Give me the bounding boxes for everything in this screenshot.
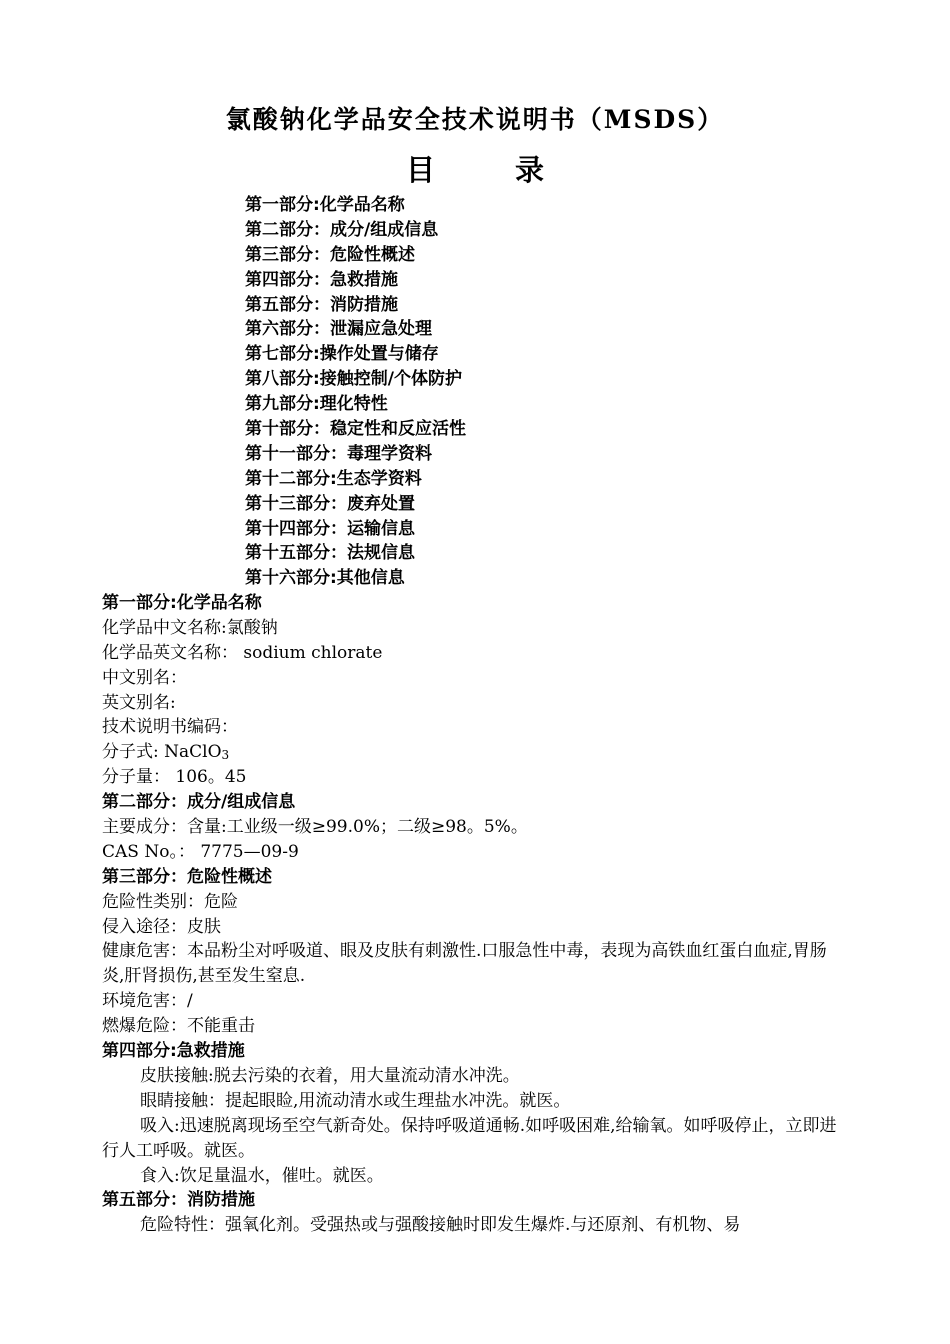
toc-item[interactable]: 第六部分：泄漏应急处理 — [245, 319, 432, 340]
toc-heading-right: 录 — [515, 153, 545, 187]
environment-hazard: 环境危害：/ — [102, 991, 193, 1012]
molecular-formula — [102, 740, 842, 765]
toc-item[interactable]: 第十二部分:生态学资料 — [245, 468, 422, 489]
formula-subscript: 3 — [221, 748, 230, 763]
toc-item[interactable]: 第四部分：急救措施 — [245, 269, 398, 290]
inhalation: 吸入:迅速脱离现场至空气新奇处。保持呼吸道通畅.如呼吸困难,给输氧。如呼吸停止，立即进行人工呼吸。就医。 — [102, 1115, 837, 1161]
fire-explosion-hazard: 燃爆危险：不能重击 — [102, 1016, 255, 1037]
chemical-cn-name: 化学品中文名称:氯酸钠 — [102, 617, 278, 638]
toc-item[interactable]: 第十部分：稳定性和反应活性 — [245, 419, 466, 440]
section-4-heading: 第四部分:急救措施 — [102, 1041, 245, 1062]
section-1-heading: 第一部分:化学品名称 — [102, 593, 262, 613]
toc-item[interactable]: 第五部分：消防措施 — [245, 294, 398, 315]
spec-code: 技术说明书编码： — [102, 717, 238, 738]
chemical-en-alias: 英文别名: — [102, 692, 176, 713]
molecular-weight: 分子量： 106。45 — [102, 767, 247, 788]
toc-item[interactable]: 第十六部分:其他信息 — [245, 568, 405, 589]
document-title: 氯酸钠化学品安全技术说明书（MSDS） — [225, 105, 725, 134]
toc-heading — [0, 148, 950, 189]
health-hazard: 健康危害：本品粉尘对呼吸道、眼及皮肤有刺激性.口服急性中毒，表现为高铁血红蛋白血症,胃肠炎,肝肾损伤,甚至发生窒息. — [102, 941, 827, 987]
toc-item[interactable]: 第一部分:化学品名称 — [245, 195, 405, 215]
toc-item[interactable]: 第九部分:理化特性 — [245, 394, 388, 415]
chemical-en-name: 化学品英文名称： sodium chlorate — [102, 642, 383, 663]
hazard-category: 危险性类别：危险 — [102, 891, 238, 912]
toc-item[interactable]: 第七部分:操作处置与储存 — [245, 344, 439, 365]
skin-contact: 皮肤接触:脱去污染的衣着，用大量流动清水冲洗。 — [140, 1065, 520, 1086]
section-3-heading: 第三部分：危险性概述 — [102, 866, 272, 887]
eye-contact: 眼睛接触：提起眼睑,用流动清水或生理盐水冲洗。就医。 — [140, 1090, 571, 1111]
main-components: 主要成分：含量:工业级一级≥99.0%；二级≥98。5%。 — [102, 817, 528, 838]
toc-item[interactable]: 第二部分：成分/组成信息 — [245, 219, 439, 240]
fire-hazard-characteristics: 危险特性：强氧化剂。受强热或与强酸接触时即发生爆炸.与还原剂、有机物、易 — [140, 1215, 741, 1236]
section-2-heading: 第二部分：成分/组成信息 — [102, 792, 296, 813]
table-of-contents — [245, 193, 466, 591]
toc-item[interactable]: 第十五部分：法规信息 — [245, 543, 415, 564]
section-5-heading: 第五部分：消防措施 — [102, 1190, 255, 1211]
toc-item[interactable]: 第八部分:接触控制/个体防护 — [245, 369, 463, 390]
chemical-cn-alias: 中文别名： — [102, 667, 187, 688]
cas-number: CAS No。： 7775—09-9 — [102, 841, 299, 862]
document-body — [102, 591, 842, 1238]
formula-label: 分子式: NaClO — [102, 742, 222, 763]
toc-heading-left: 目 — [405, 153, 435, 187]
toc-item[interactable]: 第十一部分：毒理学资料 — [245, 443, 432, 464]
toc-item[interactable]: 第十四部分：运输信息 — [245, 518, 415, 539]
ingestion: 食入:饮足量温水，催吐。就医。 — [140, 1165, 384, 1186]
toc-item[interactable]: 第十三部分：废弃处置 — [245, 493, 415, 514]
exposure-route: 侵入途径：皮肤 — [102, 916, 221, 937]
toc-item[interactable]: 第三部分：危险性概述 — [245, 244, 415, 265]
